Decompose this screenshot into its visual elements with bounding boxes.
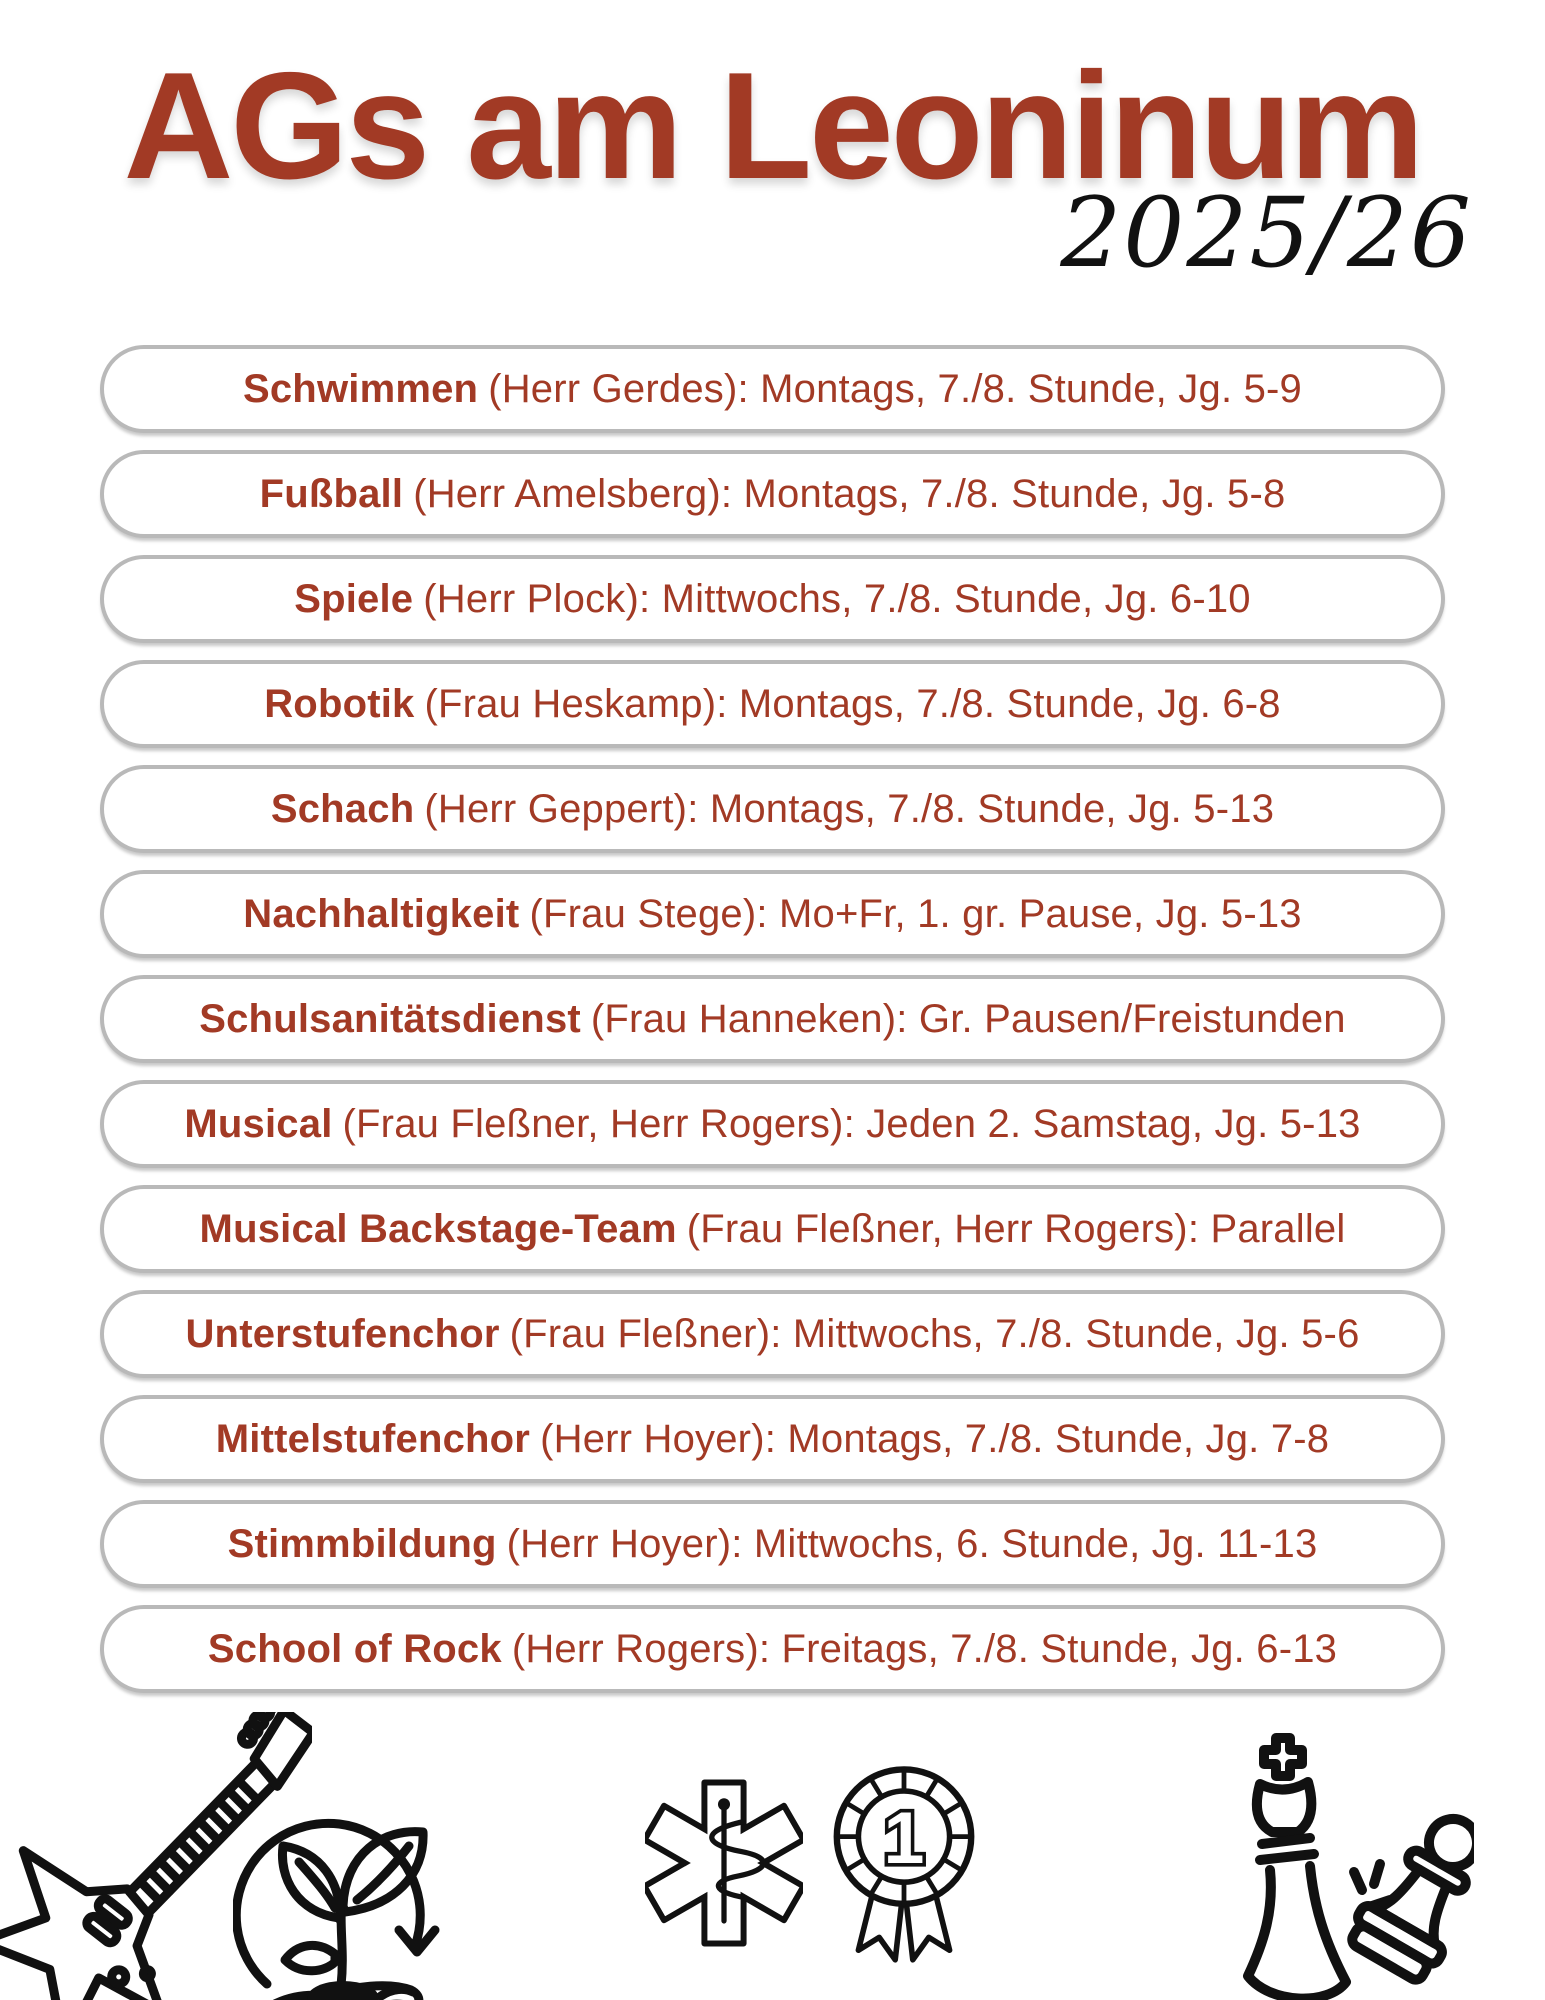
school-year: 2025/26 [1060,177,1473,289]
club-pill [100,1500,1445,1588]
chess-pieces-icon [1212,1714,1474,2000]
club-name: Schwimmen [242,366,479,411]
club-name: Spiele [294,576,414,621]
club-name: Unterstufenchor [185,1311,500,1356]
club-details: (Frau Fleßner): Mittwochs, 7./8. Stunde, Jg. 5-6 [509,1311,1360,1356]
club-name: Musical [184,1101,333,1146]
club-pill [100,870,1445,958]
club-pill [100,765,1445,853]
club-pill [100,1080,1445,1168]
club-name: Robotik [264,681,415,726]
sustainability-plant-icon [233,1734,443,2000]
club-pill [100,1290,1445,1378]
club-pill [100,1185,1445,1273]
club-name: Nachhaltigkeit [243,891,520,936]
club-name: School of Rock [207,1626,502,1671]
club-pill [100,1395,1445,1483]
club-details: (Frau Fleßner, Herr Rogers): Parallel [686,1206,1346,1251]
first-place-medal-icon [828,1730,980,1996]
club-pill [100,660,1445,748]
club-details: (Herr Geppert): Montags, 7./8. Stunde, Jg. 5-13 [424,786,1275,831]
star-of-life-icon [645,1738,803,1988]
club-pill [100,555,1445,643]
club-pill [100,975,1445,1063]
footer-illustrations [0,1670,1545,2000]
club-details: (Herr Hoyer): Montags, 7./8. Stunde, Jg. 7-8 [540,1416,1330,1461]
poster-header [0,0,1545,289]
club-details: (Frau Hanneken): Gr. Pausen/Freistunden [590,996,1346,1041]
medal-number: 1 [883,1796,925,1879]
club-details: (Herr Gerdes): Montags, 7./8. Stunde, Jg. 5-9 [488,366,1302,411]
club-details: (Frau Fleßner, Herr Rogers): Jeden 2. Samstag, Jg. 5-13 [342,1101,1361,1146]
club-pill [100,345,1445,433]
club-name: Mittelstufenchor [215,1416,531,1461]
club-details: (Frau Heskamp): Montags, 7./8. Stunde, Jg. 6-8 [424,681,1281,726]
club-details: (Frau Stege): Mo+Fr, 1. gr. Pause, Jg. 5-13 [529,891,1302,936]
club-name: Musical Backstage-Team [199,1206,677,1251]
club-pill [100,450,1445,538]
club-details: (Herr Hoyer): Mittwochs, 6. Stunde, Jg. 11-13 [506,1521,1318,1566]
club-name: Stimmbildung [227,1521,497,1566]
club-details: (Herr Plock): Mittwochs, 7./8. Stunde, Jg. 6-10 [423,576,1251,621]
club-name: Fußball [259,471,404,516]
club-name: Schach [270,786,415,831]
club-name: Schulsanitätsdienst [199,996,581,1041]
club-details: (Herr Amelsberg): Montags, 7./8. Stunde, Jg. 5-8 [413,471,1286,516]
club-list [100,345,1445,1693]
page-title: AGs am Leoninum [123,41,1422,211]
club-details: (Herr Rogers): Freitags, 7./8. Stunde, Jg. 6-13 [511,1626,1338,1671]
